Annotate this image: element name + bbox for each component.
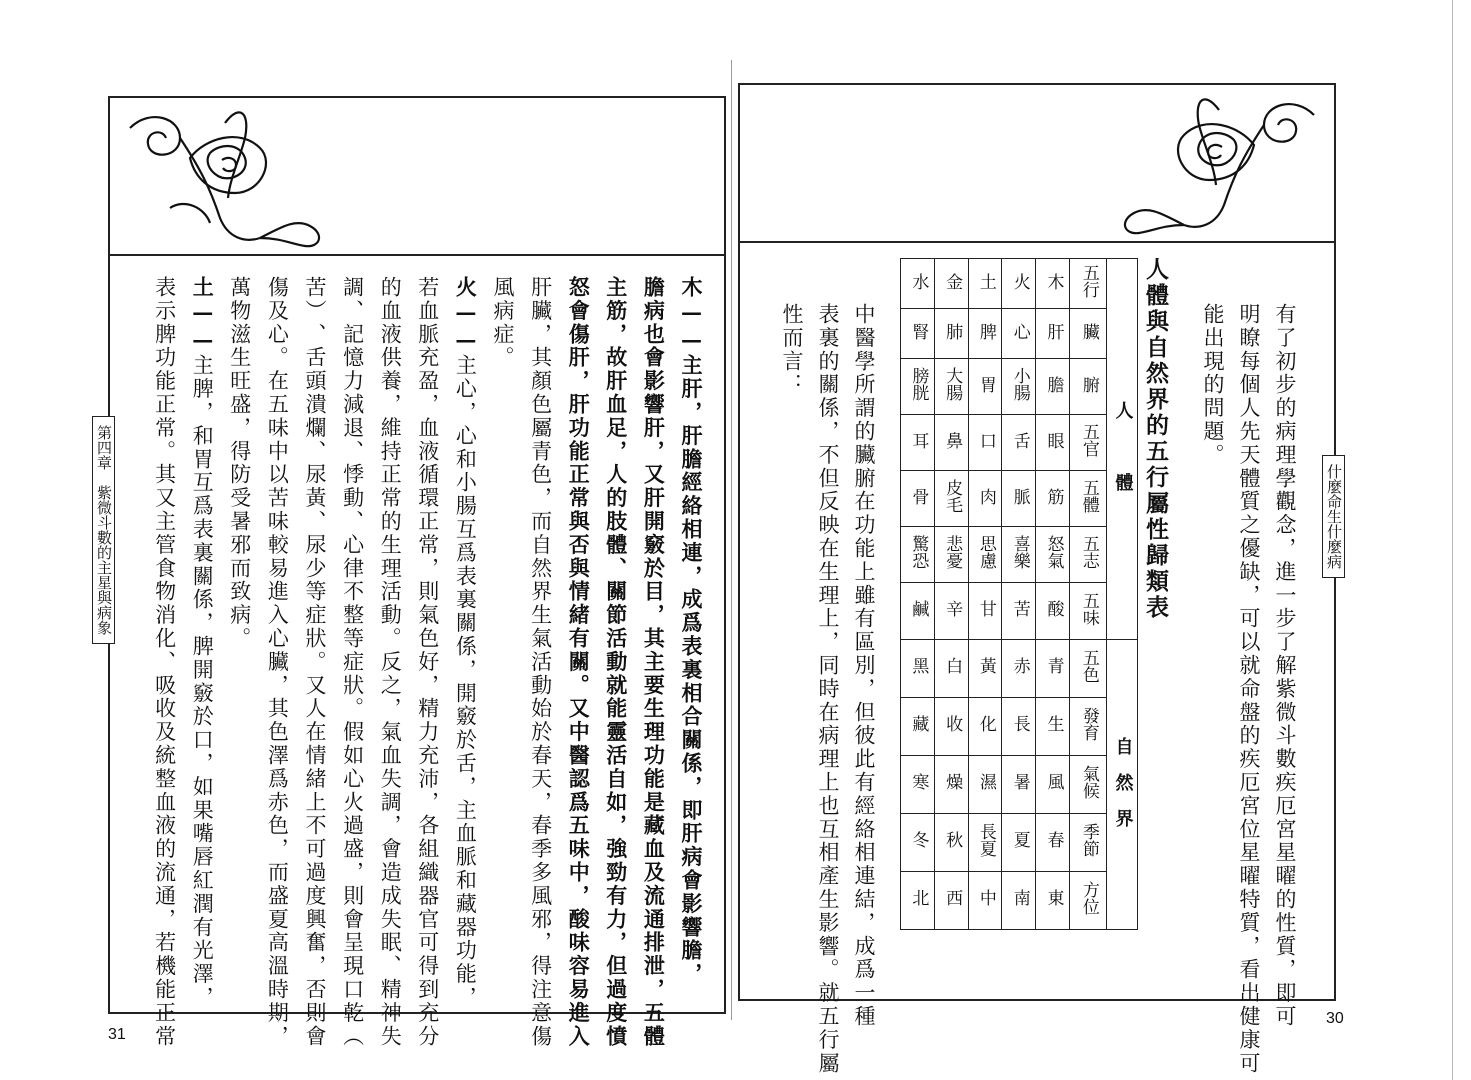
- table-cell-text: 長夏: [975, 822, 996, 857]
- table-cell: [968, 415, 1002, 471]
- text-column: [229, 276, 250, 650]
- element-cell: [1036, 259, 1070, 309]
- table-cell: [1036, 415, 1070, 471]
- table-cell: [1036, 755, 1070, 813]
- table-cell: [934, 813, 968, 871]
- table-cell: [934, 639, 968, 697]
- table-cell: [968, 583, 1002, 639]
- floral-ornament-right-icon: [740, 85, 1334, 241]
- text-column: 性而言：: [780, 303, 804, 397]
- bold-text: 膽病也會影響肝，又肝開竅於目，其主要生理功能是藏血及流通排泄，五體: [641, 276, 667, 1049]
- corner-header: [1070, 259, 1107, 309]
- table-cell: [901, 471, 935, 527]
- table-cell: [901, 871, 935, 929]
- page-number-left: 31: [108, 1026, 126, 1043]
- table-cell: [1002, 697, 1036, 755]
- table-cell-text: 心: [1009, 322, 1030, 340]
- body-text: 萬物滋生旺盛，得防受暑邪而致病。: [227, 276, 252, 651]
- table-cell: [968, 871, 1002, 929]
- attribute-header: [1070, 471, 1107, 527]
- text-column: [530, 276, 551, 1048]
- element-cell: [1002, 259, 1036, 309]
- table-cell-text: 辛: [942, 600, 963, 618]
- table-cell-text: 肝: [1043, 322, 1064, 340]
- text-column: 中醫學所謂的臟腑在功能上雖有區別，但彼此有經絡相連結，成爲一種: [852, 303, 876, 1029]
- element-cell-text: 金: [942, 272, 963, 290]
- attribute-header: [1070, 755, 1107, 813]
- text-column: [342, 276, 363, 1048]
- floral-ornament-right: [740, 85, 1334, 243]
- table-cell-text: 鹹: [908, 600, 929, 618]
- table-cell: [1002, 415, 1036, 471]
- text-column: [304, 276, 325, 1048]
- element-cell: [901, 259, 935, 309]
- table-cell-text: 燥: [942, 773, 963, 791]
- table-cell-text: 鼻: [942, 431, 963, 449]
- table-cell: [968, 755, 1002, 813]
- table-cell: [1036, 583, 1070, 639]
- body-text: 傷及心。在五味中以苦味較易進入心臟，其色澤爲赤色，而盛夏高溫時期，: [265, 276, 290, 1049]
- table-cell: [1002, 309, 1036, 359]
- bold-text: 木——: [679, 276, 704, 355]
- table-cell-text: 小腸: [1009, 367, 1030, 402]
- table-cell-text: 大腸: [942, 367, 963, 402]
- attribute-header-text: 五志: [1078, 535, 1099, 570]
- table-cell: [1002, 755, 1036, 813]
- table-cell-text: 風: [1043, 773, 1064, 791]
- table-cell: [934, 415, 968, 471]
- table-cell: [901, 527, 935, 583]
- table-cell-text: 脾: [975, 322, 996, 340]
- table-cell: [1036, 359, 1070, 415]
- table-cell-text: 暑: [1009, 773, 1030, 791]
- table-cell-text: 赤: [1009, 657, 1030, 675]
- table-cell: [934, 527, 968, 583]
- text-column: [265, 276, 290, 1049]
- table-cell-text: 黃: [975, 657, 996, 675]
- table-cell: [1036, 639, 1070, 697]
- table-cell-text: 寒: [908, 773, 929, 791]
- table-cell: [934, 309, 968, 359]
- body-text: 調、記憶力減退、悸動、心律不整等症狀。假如心火過盛，則會呈現口乾︵: [340, 276, 365, 1049]
- table-cell-text: 膽: [1043, 375, 1064, 393]
- body-text: 主心，心和小腸互爲表裏關係，開竅於舌，主血脈和藏器功能，: [453, 354, 478, 1010]
- table-cell-text: 怒氣: [1043, 535, 1064, 570]
- table-cell: [934, 871, 968, 929]
- text-column: [680, 276, 702, 986]
- table-cell-text: 收: [942, 715, 963, 733]
- table-cell-text: 悲憂: [942, 535, 963, 570]
- element-cell-text: 木: [1043, 272, 1064, 290]
- attribute-header: [1070, 415, 1107, 471]
- table-cell: [901, 813, 935, 871]
- table-cell: [901, 359, 935, 415]
- table-cell-text: 南: [1009, 889, 1030, 907]
- table-cell-text: 東: [1043, 889, 1064, 907]
- table-cell-text: 西: [942, 889, 963, 907]
- table-cell: [1036, 471, 1070, 527]
- five-elements-table: [900, 258, 1138, 930]
- table-cell-text: 苦: [1009, 600, 1030, 618]
- text-column: 表裏的關係，不但反映在生理上，同時在病理上也互相產生影響。就五行屬: [816, 303, 840, 1076]
- element-cell-text: 水: [908, 272, 929, 290]
- table-cell: [968, 639, 1002, 697]
- table-cell: [934, 755, 968, 813]
- attribute-header-text: 發育: [1078, 706, 1099, 741]
- right-edge-mark: [1452, 0, 1453, 1080]
- group-header-human-text: 人 體: [1112, 401, 1134, 492]
- table-cell-text: 酸: [1043, 600, 1064, 618]
- table-cell-text: 筋: [1043, 487, 1064, 505]
- table-cell: [934, 697, 968, 755]
- table-cell: [934, 359, 968, 415]
- table-cell: [968, 813, 1002, 871]
- element-cell-text: 土: [975, 272, 996, 290]
- attribute-header: [1070, 359, 1107, 415]
- table-cell-text: 舌: [1009, 431, 1030, 449]
- gutter-line: [731, 60, 732, 1020]
- table-cell-text: 夏: [1009, 831, 1030, 849]
- attribute-header: [1070, 871, 1107, 929]
- table-cell-text: 骨: [908, 487, 929, 505]
- attribute-header-text: 腑: [1078, 375, 1099, 393]
- table-cell: [1036, 527, 1070, 583]
- table-cell-text: 甘: [975, 600, 996, 618]
- table-cell: [901, 755, 935, 813]
- table-cell-text: 秋: [942, 831, 963, 849]
- attribute-header-text: 季節: [1078, 822, 1099, 857]
- table-cell: [934, 471, 968, 527]
- table-cell: [901, 309, 935, 359]
- body-text: 苦︶、舌頭潰爛、尿黃、尿少等症狀。又人在情緒上不可過度興奮，否則會: [303, 276, 327, 1049]
- table-cell: [1036, 697, 1070, 755]
- body-text: 風病症。: [491, 276, 515, 370]
- text-column: [641, 276, 667, 1049]
- table-cell-text: 膀胱: [908, 367, 929, 402]
- text-column: [154, 276, 175, 1048]
- table-cell: [901, 415, 935, 471]
- table-cell: [1036, 813, 1070, 871]
- table-cell: [968, 359, 1002, 415]
- element-cell: [968, 259, 1002, 309]
- table-cell-text: 脈: [1009, 487, 1030, 505]
- table-cell: [901, 639, 935, 697]
- table-cell-text: 思慮: [975, 535, 996, 570]
- table-cell-text: 青: [1043, 657, 1064, 675]
- table-cell: [968, 309, 1002, 359]
- table-cell-text: 春: [1043, 831, 1064, 849]
- table-cell: [968, 697, 1002, 755]
- table-cell-text: 藏: [908, 715, 929, 733]
- table-cell: [968, 527, 1002, 583]
- attribute-header-text: 臟: [1078, 322, 1099, 340]
- table-cell-text: 肉: [975, 487, 996, 505]
- attribute-header: [1070, 697, 1107, 755]
- group-header-human: [1107, 259, 1138, 640]
- attribute-header-text: 五體: [1078, 479, 1099, 514]
- table-title: 人體與自然界的五行屬性歸類表: [1142, 257, 1169, 621]
- table-cell-text: 中: [975, 889, 996, 907]
- table-cell-text: 化: [975, 715, 996, 733]
- bold-text: 火——: [453, 276, 479, 355]
- table-cell: [1002, 359, 1036, 415]
- table-cell: [1002, 871, 1036, 929]
- attribute-header: [1070, 309, 1107, 359]
- text-column: [605, 276, 627, 1048]
- table-cell: [1002, 813, 1036, 871]
- running-head-right: 什麼命生什麼病: [1322, 455, 1345, 578]
- floral-ornament-left: [110, 98, 724, 256]
- attribute-header-text: 氣候: [1078, 764, 1099, 799]
- table-cell: [1002, 527, 1036, 583]
- body-text: 的血液供養，維持正常的生理活動。反之，氣血失調，會造成失眠、精神失: [378, 276, 403, 1049]
- group-header-nature-text: 自 然 界: [1112, 736, 1134, 827]
- table-cell: [901, 583, 935, 639]
- bold-text: 怒會傷肝，肝功能正常與否與情緒有關。又中醫認爲五味中，酸味容易進入: [566, 276, 592, 1049]
- element-cell: [934, 259, 968, 309]
- table-cell-text: 耳: [908, 431, 929, 449]
- table-cell-text: 胃: [975, 375, 996, 393]
- attribute-header: [1070, 527, 1107, 583]
- bold-text: 主肝，肝膽經絡相連，成爲表裏相合關係，即肝病會影響膽，: [679, 354, 704, 987]
- table-cell-text: 長: [1009, 715, 1030, 733]
- text-column: [492, 276, 513, 370]
- attribute-header-text: 五色: [1078, 648, 1099, 683]
- table-cell: [1002, 583, 1036, 639]
- body-text: 肝臟，其顏色屬青色，而自然界生氣活動始於春天，春季多風邪，得注意傷: [528, 276, 553, 1049]
- text-column: [190, 276, 216, 1010]
- table-cell: [968, 471, 1002, 527]
- table-cell: [934, 583, 968, 639]
- table-cell-text: 冬: [908, 831, 929, 849]
- text-column: [453, 276, 479, 1010]
- table-cell-text: 黑: [908, 657, 929, 675]
- table-cell-text: 濕: [975, 773, 996, 791]
- attribute-header: [1070, 813, 1107, 871]
- table-cell-text: 肺: [942, 322, 963, 340]
- table-cell-text: 口: [975, 431, 996, 449]
- corner-header-text: 五行: [1078, 264, 1099, 299]
- bold-text: 土——: [190, 276, 216, 355]
- table-cell-text: 驚恐: [908, 535, 929, 570]
- table-cell: [1036, 309, 1070, 359]
- body-text: 若血脈充盈，血液循環正常，則氣色好，精力充沛，各組織器官可得到充分: [415, 276, 440, 1049]
- running-head-left: 第四章 紫微斗數的主星與病象: [92, 416, 115, 644]
- table-cell-text: 喜樂: [1009, 535, 1030, 570]
- attribute-header: [1070, 583, 1107, 639]
- table-cell-text: 生: [1043, 715, 1064, 733]
- table-cell-text: 腎: [908, 322, 929, 340]
- body-text: 表示脾功能正常。其又主管食物消化、吸收及統整血液的流通，若機能正常: [152, 276, 177, 1049]
- element-cell-text: 火: [1009, 272, 1030, 290]
- table-cell: [1002, 471, 1036, 527]
- table-cell-text: 白: [942, 657, 963, 675]
- table-cell: [1036, 871, 1070, 929]
- table-cell-text: 皮毛: [942, 479, 963, 514]
- attribute-header-text: 方位: [1078, 880, 1099, 915]
- table-cell: [901, 697, 935, 755]
- table-cell: [1002, 639, 1036, 697]
- bold-text: 主筋，故肝血足，人的肢體、關節活動就能靈活自如，強勁有力，但過度憤: [603, 276, 629, 1049]
- text-column: [417, 276, 438, 1048]
- attribute-header-text: 五官: [1078, 423, 1099, 458]
- text-column: [378, 276, 403, 1049]
- text-column: [566, 276, 592, 1049]
- attribute-header: [1070, 639, 1107, 697]
- attribute-header-text: 五味: [1078, 591, 1099, 626]
- group-header-nature: [1107, 639, 1138, 929]
- text-column: 明瞭每個人先天體質之優缺，可以就命盤的疾厄宮位星曜特質，看出健康可: [1237, 303, 1261, 1076]
- table-cell-text: 北: [908, 889, 929, 907]
- floral-ornament-left-icon: [110, 98, 724, 254]
- body-text: 主脾，和胃互爲表裏關係，脾開竅於口，如果嘴唇紅潤有光澤，: [190, 354, 215, 1010]
- text-column: 有了初步的病理學觀念，進一步了解紫微斗數疾厄宮星曜的性質，即可: [1273, 303, 1297, 1029]
- text-column: 能出現的問題。: [1201, 303, 1225, 467]
- table-cell-text: 眼: [1043, 431, 1064, 449]
- page-number-right: 30: [1326, 1010, 1344, 1027]
